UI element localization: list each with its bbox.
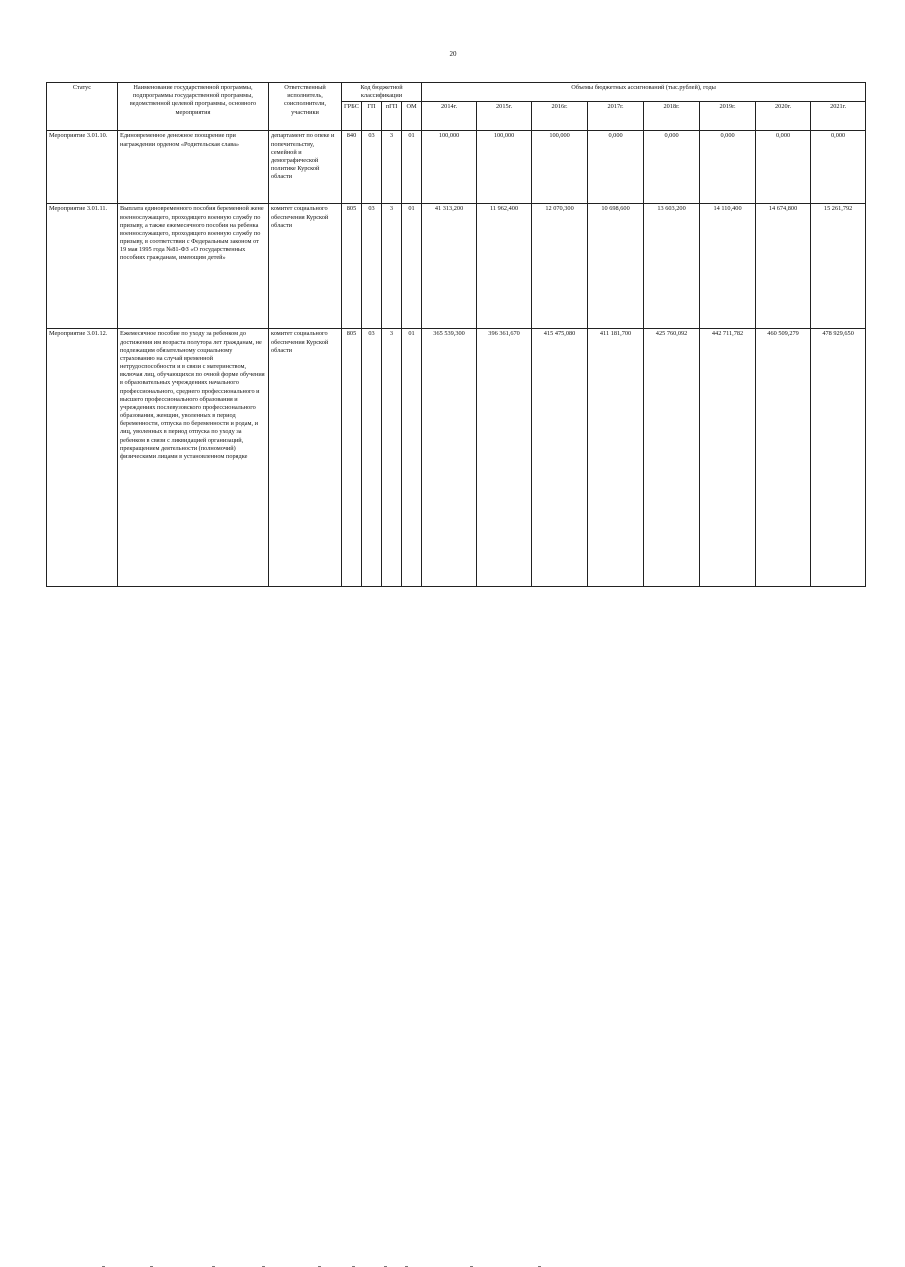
row-value: 100,000 (422, 131, 477, 204)
row-name: Единовременное денежное поощрение при награждении орденом «Родительская слава» (118, 131, 269, 204)
row-code-gp: 03 (362, 131, 382, 204)
row-value: 396 361,670 (477, 329, 532, 587)
row-name: Выплата единовременного пособия беременной жене военнослужащего, проходящего военную службу по призыву, а также ежемесячного пособия на ребенка военнослужащего, проходящего военную службу по призыву, в соответствии с Федеральным законом от 19 мая 1995 года №81-ФЗ «О государственных пособиях гражданам, имеющим детей» (118, 204, 269, 329)
header-code-gp: ГП (362, 102, 382, 131)
row-code-grbs: 840 (342, 131, 362, 204)
row-value: 15 261,792 (811, 204, 866, 329)
row-value: 0,000 (811, 131, 866, 204)
row-value: 12 070,300 (532, 204, 588, 329)
row-code-om: 01 (402, 204, 422, 329)
header-code-pgp: пГП (382, 102, 402, 131)
row-code-om: 01 (402, 329, 422, 587)
row-value: 100,000 (477, 131, 532, 204)
budget-table (46, 82, 866, 587)
row-value: 14 674,800 (756, 204, 811, 329)
row-status: Мероприятие 3.01.11. (47, 204, 118, 329)
row-value: 365 539,300 (422, 329, 477, 587)
row-value: 13 603,200 (644, 204, 700, 329)
row-value: 460 509,279 (756, 329, 811, 587)
row-value: 41 313,200 (422, 204, 477, 329)
table-row (47, 329, 866, 587)
row-code-grbs: 805 (342, 204, 362, 329)
row-value: 0,000 (588, 131, 644, 204)
header-row-top (47, 83, 866, 102)
row-value: 14 110,400 (700, 204, 756, 329)
header-code-grbs: ГРБС (342, 102, 362, 131)
row-code-pgp: 3 (382, 204, 402, 329)
header-year: 2014г. (422, 102, 477, 131)
header-name: Наименование государственной программы, подпрограммы государственной программы, ведомственной целевой программы, основного мероприятия (118, 83, 269, 131)
row-code-gp: 03 (362, 329, 382, 587)
row-status: Мероприятие 3.01.10. (47, 131, 118, 204)
table-row (47, 131, 866, 204)
header-year: 2017г. (588, 102, 644, 131)
row-value: 415 475,080 (532, 329, 588, 587)
header-year: 2015г. (477, 102, 532, 131)
row-responsible: комитет социального обеспечения Курской области (269, 204, 342, 329)
header-status: Статус (47, 83, 118, 131)
row-value: 0,000 (644, 131, 700, 204)
header-year: 2021г. (811, 102, 866, 131)
row-value: 442 711,782 (700, 329, 756, 587)
header-year: 2018г. (644, 102, 700, 131)
row-value: 425 760,092 (644, 329, 700, 587)
row-code-pgp: 3 (382, 329, 402, 587)
header-code-om: ОМ (402, 102, 422, 131)
header-responsible: Ответственный исполнитель, соисполнители, участники (269, 83, 342, 131)
row-code-pgp: 3 (382, 131, 402, 204)
header-budget-code: Код бюджетной классификации (342, 83, 422, 102)
row-value: 10 698,600 (588, 204, 644, 329)
table-row (47, 204, 866, 329)
header-year: 2019г. (700, 102, 756, 131)
row-value: 478 929,650 (811, 329, 866, 587)
page-number: 20 (449, 50, 457, 58)
header-volumes: Объемы бюджетных ассигнований (тыс.рублей), годы (422, 83, 866, 102)
row-value: 0,000 (756, 131, 811, 204)
header-year: 2016г. (532, 102, 588, 131)
row-code-grbs: 805 (342, 329, 362, 587)
row-code-gp: 03 (362, 204, 382, 329)
row-name: Ежемесячное пособие по уходу за ребенком до достижения им возраста полутора лет гражданам, не подлежащим обязательному социальному страхованию на случай временной нетрудоспособности и в связи с материнством, включая лиц, обучающихся по очной форме обучения в образовательных учреждениях начального профессионального, среднего профессионального и высшего профессионального образования и учреждениях послевузовского профессионального образования, женщин, уволенных в период беременности, отпуска по беременности и родам, и лиц, уволенных в период отпуска по уходу за ребенком в связи с ликвидацией организаций, прекращением деятельности (полномочий) физическими лицами в установленном порядке (118, 329, 269, 587)
scan-bottom-edge (0, 632, 905, 640)
row-status: Мероприятие 3.01.12. (47, 329, 118, 587)
row-value: 411 181,700 (588, 329, 644, 587)
row-responsible: департамент по опеке и попечительству, семейной и демографической политике Курской области (269, 131, 342, 204)
header-year: 2020г. (756, 102, 811, 131)
row-responsible: комитет социального обеспечения Курской области (269, 329, 342, 587)
row-value: 100,000 (532, 131, 588, 204)
row-code-om: 01 (402, 131, 422, 204)
row-value: 11 962,400 (477, 204, 532, 329)
row-value: 0,000 (700, 131, 756, 204)
